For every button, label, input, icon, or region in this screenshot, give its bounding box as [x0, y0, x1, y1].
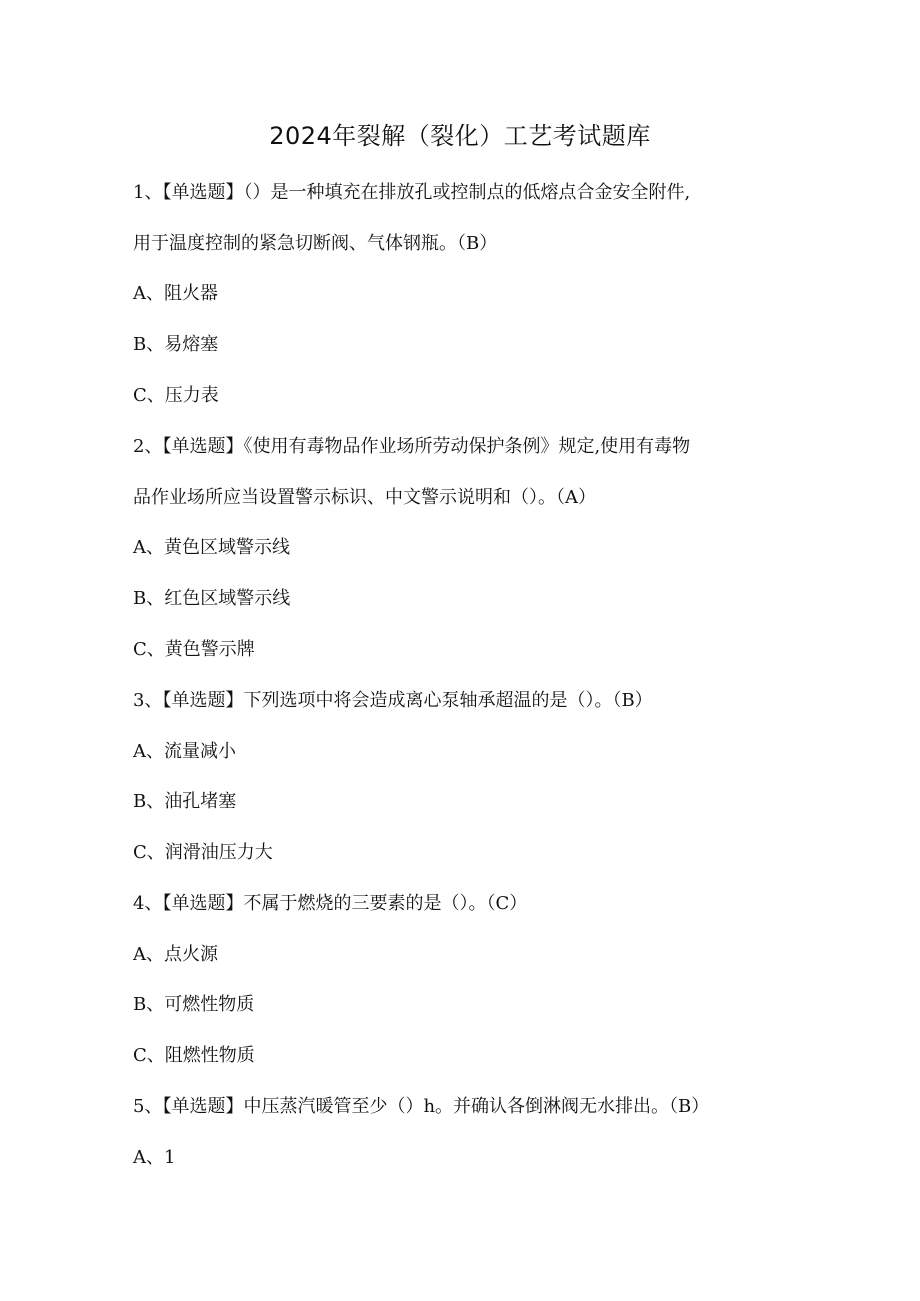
- question-stem: 1、【单选题】（）是一种填充在排放孔或控制点的低熔点合金安全附件,: [133, 182, 691, 203]
- question-stem: 4、【单选题】不属于燃烧的三要素的是（）。（C）: [133, 893, 528, 914]
- option-a: A、点火源: [133, 944, 218, 965]
- option-b: B、易熔塞: [133, 334, 219, 355]
- question-stem-continued: 用于温度控制的紧急切断阀、气体钢瓶。（B）: [133, 233, 498, 254]
- option-c: C、阻燃性物质: [133, 1045, 255, 1066]
- question-stem: 3、【单选题】下列选项中将会造成离心泵轴承超温的是（）。（B）: [133, 690, 653, 711]
- question-stem: 5、【单选题】中压蒸汽暖管至少（）h。并确认各倒淋阀无水排出。（B）: [133, 1096, 710, 1117]
- option-c: C、压力表: [133, 385, 219, 406]
- option-c: C、黄色警示牌: [133, 639, 255, 660]
- option-b: B、可燃性物质: [133, 994, 255, 1015]
- option-b: B、红色区域警示线: [133, 588, 291, 609]
- option-a: A、流量减小: [133, 741, 236, 762]
- question-stem-continued: 品作业场所应当设置警示标识、中文警示说明和（）。（A）: [133, 487, 596, 508]
- option-a: A、1: [133, 1147, 176, 1168]
- option-c: C、润滑油压力大: [133, 842, 273, 863]
- option-b: B、油孔堵塞: [133, 791, 237, 812]
- page-title: 2024年裂解（裂化）工艺考试题库: [269, 122, 651, 150]
- option-a: A、黄色区域警示线: [133, 537, 290, 558]
- question-stem: 2、【单选题】《使用有毒物品作业场所劳动保护条例》规定,使用有毒物: [133, 436, 691, 457]
- option-a: A、阻火器: [133, 283, 218, 304]
